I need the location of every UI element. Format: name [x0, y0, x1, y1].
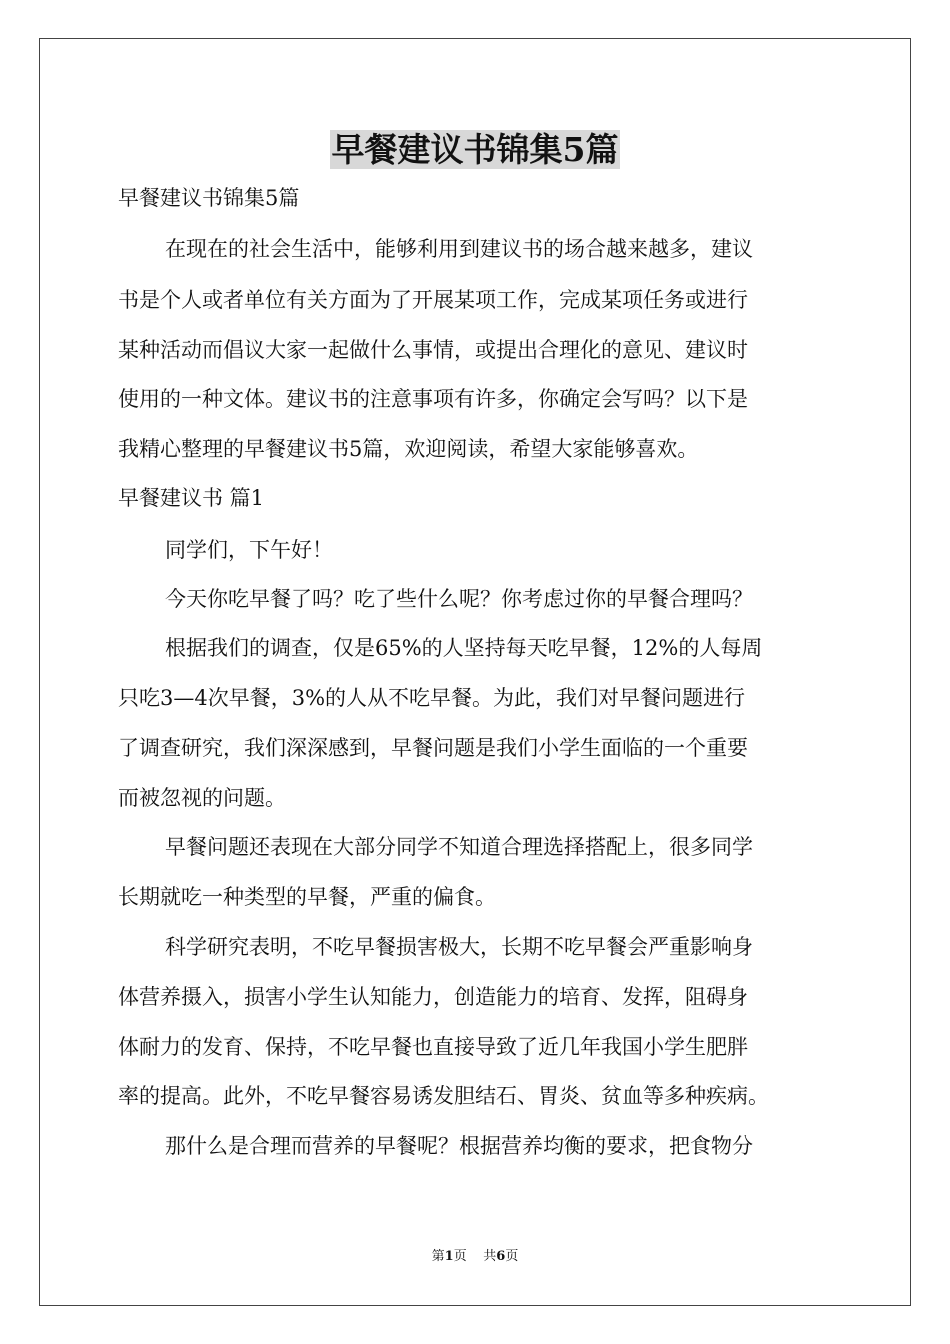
footer-page-prefix: 第	[431, 1249, 445, 1264]
paragraph-line: 体营养摄入，损害小学生认知能力，创造能力的培育、发挥，阻碍身	[118, 985, 748, 1009]
paragraph-line: 使用的一种文体。建议书的注意事项有许多，你确定会写吗？以下是	[118, 387, 748, 411]
paragraph-line: 书是个人或者单位有关方面为了开展某项工作，完成某项任务或进行	[118, 288, 748, 312]
footer-total-prefix: 共	[483, 1249, 497, 1264]
footer-total-label: 页	[505, 1249, 519, 1264]
paragraph-line: 体耐力的发育、保持，不吃早餐也直接导致了近几年我国小学生肥胖	[118, 1035, 748, 1059]
paragraph-line: 在现在的社会生活中，能够利用到建议书的场合越来越多，建议	[165, 237, 753, 261]
page-border	[39, 38, 911, 1306]
page-footer	[0, 1249, 950, 1265]
paragraph-line: 某种活动而倡议大家一起做什么事情，或提出合理化的意见、建议时	[118, 338, 748, 362]
paragraph-line: 早餐问题还表现在大部分同学不知道合理选择搭配上，很多同学	[165, 835, 753, 859]
paragraph-line: 那什么是合理而营养的早餐呢？根据营养均衡的要求，把食物分	[165, 1134, 753, 1158]
paragraph-line: 同学们，下午好！	[165, 538, 333, 562]
document-title	[0, 128, 950, 172]
paragraph-line: 而被忽视的问题。	[118, 786, 286, 810]
paragraph-line: 我精心整理的早餐建议书5篇，欢迎阅读，希望大家能够喜欢。	[118, 437, 699, 461]
paragraph-line: 率的提高。此外，不吃早餐容易诱发胆结石、胃炎、贫血等多种疾病。	[118, 1084, 769, 1108]
paragraph-line: 了调查研究，我们深深感到，早餐问题是我们小学生面临的一个重要	[118, 736, 748, 760]
paragraph-line: 长期就吃一种类型的早餐，严重的偏食。	[118, 885, 496, 909]
footer-page-number: 1	[444, 1249, 454, 1264]
paragraph-line: 科学研究表明，不吃早餐损害极大，长期不吃早餐会严重影响身	[165, 935, 753, 959]
paragraph-line: 根据我们的调查，仅是65%的人坚持每天吃早餐，12%的人每周	[165, 636, 763, 660]
document-title-text: 早餐建议书锦集5篇	[331, 130, 619, 169]
footer-page-label: 页	[453, 1249, 467, 1264]
document-subtitle: 早餐建议书锦集5篇	[118, 186, 300, 210]
footer-total-number: 6	[496, 1249, 506, 1264]
section-heading: 早餐建议书 篇1	[118, 486, 265, 510]
paragraph-line: 今天你吃早餐了吗？吃了些什么呢？你考虑过你的早餐合理吗？	[165, 587, 753, 611]
paragraph-line: 只吃3—4次早餐，3%的人从不吃早餐。为此，我们对早餐问题进行	[118, 686, 746, 710]
